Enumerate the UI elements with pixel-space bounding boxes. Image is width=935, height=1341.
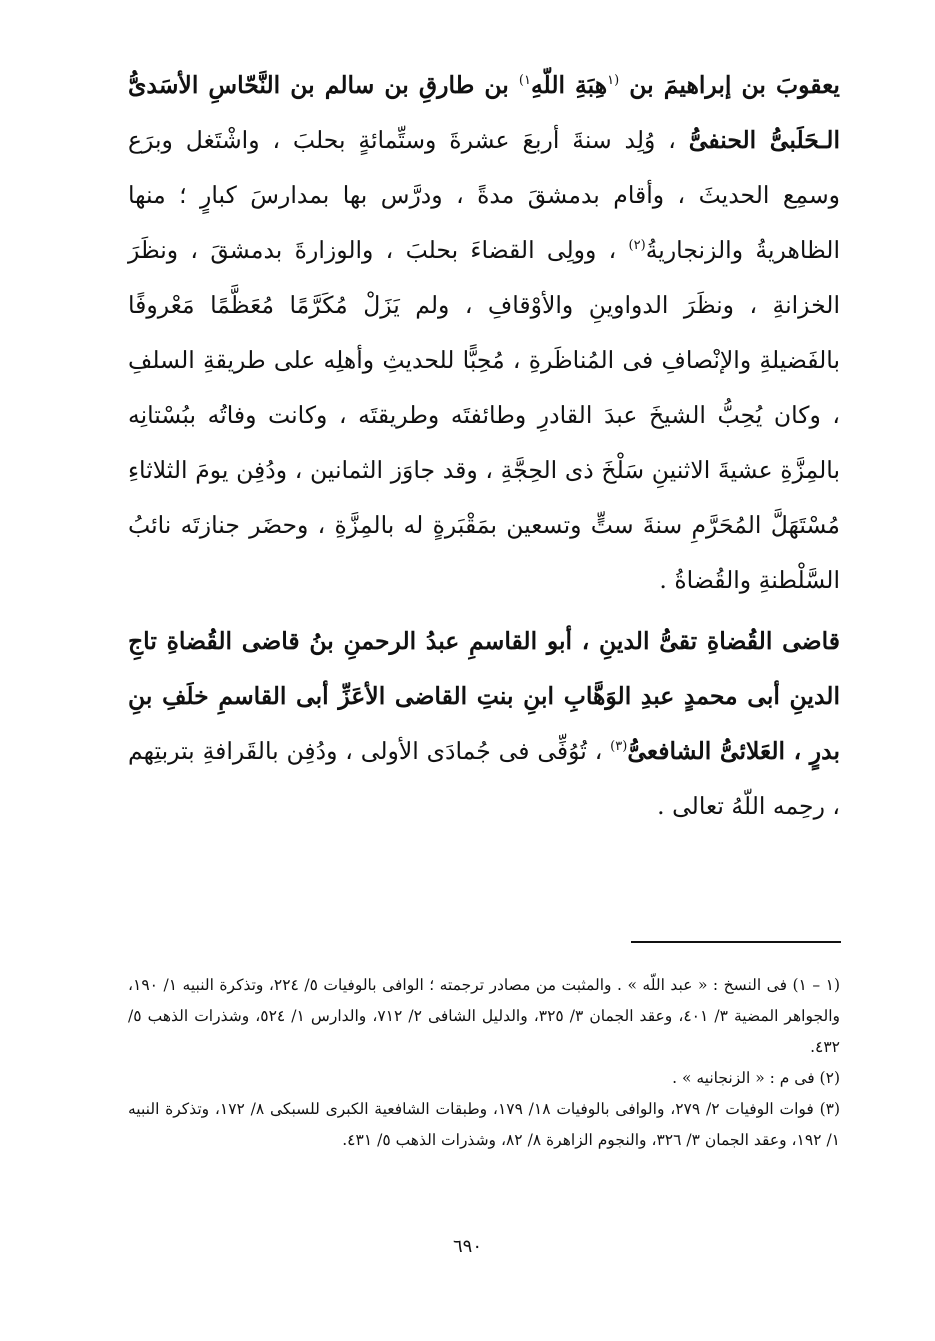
entry-text: ، وُلِد سنةَ أربعَ عشرةَ وستِّمائةٍ بحلبَ ، واشْتَغل وبرَع وسمِع الحديثَ ، وأقام بدمشقَ مدةً ، ودرَّس بها بمدارسَ كبارٍ ؛ منها الظاهريةُ والزنجاريةُ <box>128 126 840 264</box>
entry-heading: يعقوبَ بن إبراهيمَ بن <box>619 71 840 99</box>
main-text <box>128 58 840 840</box>
footnote-ref: (٢) <box>628 238 646 254</box>
footnote-ref: (٣) <box>610 739 628 755</box>
footnote: (١ – ١) فى النسخ : « عبد اللّه » . والمثبت من مصادر ترجمته ؛ الوافى بالوفيات ٥/ ٢٢٤، وتذكرة النبيه ١/ ١٩٠، والجواهر المضية ٣/ ٤٠١، وعقد الجمان ٣/ ٣٢٥، والدليل الشافى ٢/ ٧١٢، والدارس ١/ ٥٢٤، وشذرات الذهب ٥/ ٤٣٢. <box>128 976 840 1056</box>
footnote-separator <box>631 941 841 943</box>
footnote: (٢) فى م : « الزنجانيه » . <box>672 1069 840 1087</box>
footnote-ref: (١ <box>607 73 620 89</box>
page-number: ٦٩٠ <box>452 1236 482 1257</box>
entry-heading: قاضى القُضاةِ تقىُّ الدينِ ، أبو القاسمِ عبدُ الرحمنِ بنُ قاضى القُضاةِ تاجِ الدينِ أبى محمدٍ عبدِ الوَهَّابِ ابنِ بنتِ القاضى الأعَزِّ أبى القاسمِ خلَفِ بنِ بدرٍ ، العَلائىُّ الشافعىُّ <box>128 627 840 765</box>
entry-heading: هِبَةِ اللّهِ <box>530 71 608 99</box>
biography-entry-alalai <box>128 614 840 834</box>
footnote-ref: ١) <box>518 73 531 89</box>
biography-entry-yaqub <box>128 58 840 608</box>
entry-text: ، تُوُفِّى فى جُمادَى الأولى ، ودُفِن بالقَرافةِ بتربتِهم ، رحِمه اللّهُ تعالى . <box>128 737 840 820</box>
entry-heading: بن طارقِ بن سالم بن النَّحّاسِ الأسَدىُّ الـحَلَبىُّ الحنفىُّ <box>128 71 840 154</box>
footnote: (٣) فوات الوفيات ٢/ ٢٧٩، والوافى بالوفيات ١٨/ ١٧٩، وطبقات الشافعية الكبرى للسبكى ٨/ ١٧٢، وتذكرة النبيه ١/ ١٩٢، وعقد الجمان ٣/ ٣٢٦، والنجوم الزاهرة ٨/ ٨٢، وشذرات الذهب ٥/ ٤٣١. <box>128 1100 841 1149</box>
entry-text: ، وولِى القضاءَ بحلبَ ، والوزارةَ بدمشقَ ، ونظَرَ الخزانةِ ، ونظَرَ الدواوينِ والأوْقافِ ، ولم يَزَلْ مُكَرَّمًا مُعَظَّمًا مَعْروفًا بالفَضيلةِ والإنْصافِ فى المُناظَرةِ ، مُحِبًّا للحديثِ وأهلِه على طريقةِ السلفِ ، وكان يُحِبُّ الشيخَ عبدَ القادرِ وطائفتَه وطريقتَه ، وكانت وفاتُه ببُسْتانِه بالمِزَّةِ عشيةَ الاثنينِ سَلْخَ ذى الحِجَّةِ ، وقد جاوَز الثمانين ، ودُفِن يومَ الثلاثاءِ مُسْتَهَلَّ المُحَرَّمِ سنةَ ستٍّ وتسعين بمَقْبَرةٍ له بالمِزَّةِ ، وحضَر جنازتَه نائبُ السَّلْطنةِ والقُضاةُ . <box>128 236 840 594</box>
footnotes <box>128 970 840 1156</box>
